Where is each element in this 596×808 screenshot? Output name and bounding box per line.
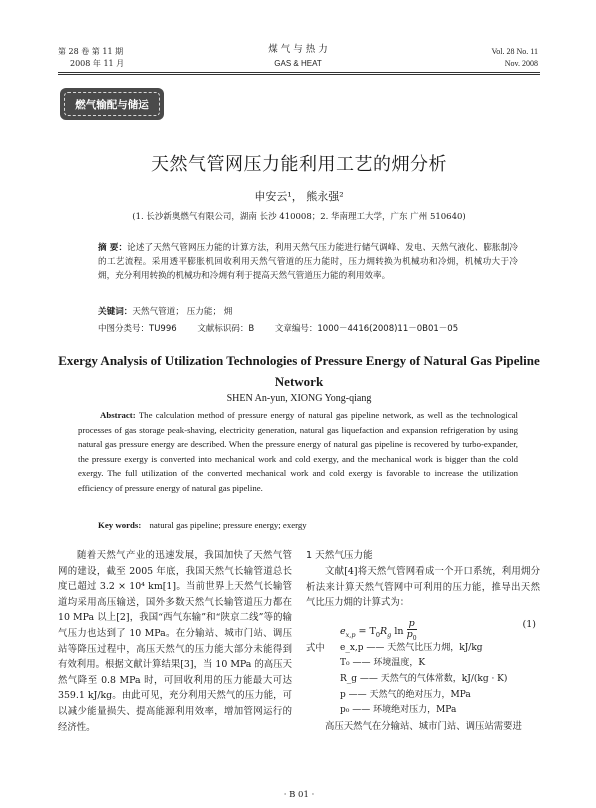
classification-line: [98, 322, 476, 334]
equation-number: (1): [522, 618, 536, 630]
section-badge-label: 燃气输配与储运: [64, 92, 160, 116]
eq-equals-t: = T: [355, 625, 376, 637]
symbol-definitions: [306, 641, 540, 719]
authors-en: SHEN An-yun, XIONG Yong-qiang: [226, 393, 372, 404]
symbol-def-exergy: e_x,p —— 天然气比压力㶲，kJ/kg: [340, 642, 483, 653]
eq-numerator: p: [408, 617, 415, 629]
keywords-cn-text: 天然气管道； 压力能； 㶲: [132, 307, 233, 317]
equation-1: [306, 611, 540, 641]
keywords-cn: [98, 305, 232, 319]
symbol-def-pressure: p —— 天然气的绝对压力，MPa: [340, 689, 471, 700]
body-left-column: 随着天然气产业的迅速发展，我国加快了天然气管网的建设，截至 2005 年底，我国天然气长输管道总长度已超过 3.2 × 10⁴ km[1]。当前世界上天然气长输管道均采用高压输送，国外多数天然气长输管道压力都在 10 MPa 以上[2]，我国“西气东输”和“陕京二线”等的输气压力也达到了 10 MPa。在分输站、城市门站、调压站等降压过程中，高压天然气的压力能大部分未能得到有效利用。根据文献计算结果[3]，当 10 MPa 的高压天然气降至 0.8 MPa 时，可回收利用的压力能最大可达 359.1 kJ/kg。由此可见，充分利用天然气的压力能，可以减少能量损失、提高能源利用效率，增加管网运行的经济性。: [58, 550, 292, 733]
journal-name-cn: 煤 气 与 热 力: [268, 44, 328, 55]
keywords-en-text: natural gas pipeline; pressure energy; exergy: [149, 520, 307, 530]
journal-date-en: Nov. 2008: [504, 59, 538, 68]
header-rule-2: [58, 74, 540, 75]
abstract-cn-text: 论述了天然气管网压力能的计算方法，利用天然气压力能进行储气调峰、发电、天然气液化、膨胀制冷的工艺流程。采用透平膨胀机回收利用天然气管道的压力能时，压力㶲转换为机械功和冷㶲，机械功大于冷㶲，充分利用转换的机械功和冷㶲有利于提高天然气管道压力能的利用效率。: [98, 243, 518, 282]
keywords-cn-label: 关键词：: [98, 307, 133, 317]
eq-exergy-symbol: e: [340, 625, 346, 637]
journal-date: 2008 年 11 月: [70, 59, 125, 68]
abstract-en-text: The calculation method of pressure energy of natural gas pipeline network, as well as the technological processes of gas storage peak-shaving, electricity generation, natural gas liquefaction and expansion refrigeration by using natural gas pressure energy are described. When the pressure energy of natural gas pipeline is recovered by turbo-expander, the pressure exergy is converted into mechanical work and cold exergy, and the mechanical work is bigger than the cold exergy. The full utilization of the converted mechanical work and cold exergy is favorable to increase the utilization efficiency of pressure energy of natural gas pipeline.: [78, 410, 518, 493]
eq-exergy-subscript: x,p: [345, 630, 356, 639]
symbol-list: [340, 641, 540, 719]
article-number: 文章编号：1000－4416(2008)11－0B01－05: [274, 324, 459, 334]
abstract-cn-label: 摘 要：: [98, 243, 128, 253]
eq-denominator-subscript: 0: [412, 634, 417, 642]
symbol-def-temperature: T₀ —— 环境温度，K: [340, 658, 426, 669]
abstract-en-label: Abstract:: [100, 410, 136, 420]
section-heading-1: 1 天然气压力能: [306, 550, 373, 561]
header-rule: [58, 72, 540, 73]
affiliation-cn: (1. 长沙新奥燃气有限公司，湖南 长沙 410008；2. 华南理工大学，广东 广州 510640): [132, 212, 466, 222]
eq-denominator-symbol: p: [406, 628, 413, 640]
abstract-cn: [98, 241, 518, 284]
keywords-en-label: Key words:: [98, 520, 142, 530]
eq-ln: ln: [394, 625, 407, 637]
body-right-column: [306, 548, 540, 734]
keywords-en: [98, 518, 307, 533]
article-title-cn: 天然气管网压力能利用工艺的㶲分析: [151, 154, 447, 175]
section-badge: [60, 88, 164, 120]
journal-volume-issue: 第 28 卷 第 11 期: [58, 47, 124, 56]
symbol-def-ambient-pressure: p₀ —— 环境绝对压力，MPa: [340, 705, 457, 716]
authors-cn: 申安云¹， 熊永强²: [254, 190, 344, 203]
journal-vol-en: Vol. 28 No. 11: [491, 47, 538, 56]
page-number: · B 01 ·: [283, 790, 315, 800]
eq-gas-constant: R: [380, 625, 388, 637]
article-title-en: Exergy Analysis of Utilization Technologies of Pressure Energy of Natural Gas Pipeline Network: [58, 353, 540, 389]
eq-gas-constant-subscript: g: [387, 630, 392, 639]
eq-t0-subscript: 0: [375, 630, 381, 639]
symbol-def-gas-constant: R_g —— 天然气的气体常数，kJ/(kg · K): [340, 673, 508, 684]
abstract-en: [78, 408, 518, 496]
section-1-intro: 文献[4]将天然气管网看成一个开口系统，利用㶲分析法来计算天然气管网中可利用的压力能，推导出天然气比压力㶲的计算式为：: [306, 566, 540, 609]
clc-number: 中图分类号：TU996: [98, 324, 177, 334]
where-label: 式中: [306, 642, 325, 654]
document-code: 文献标识码：B: [197, 324, 255, 334]
journal-name-en: GAS & HEAT: [274, 59, 322, 68]
section-1-continuation: 高压天然气在分输站、城市门站、调压站需要进: [325, 720, 522, 732]
